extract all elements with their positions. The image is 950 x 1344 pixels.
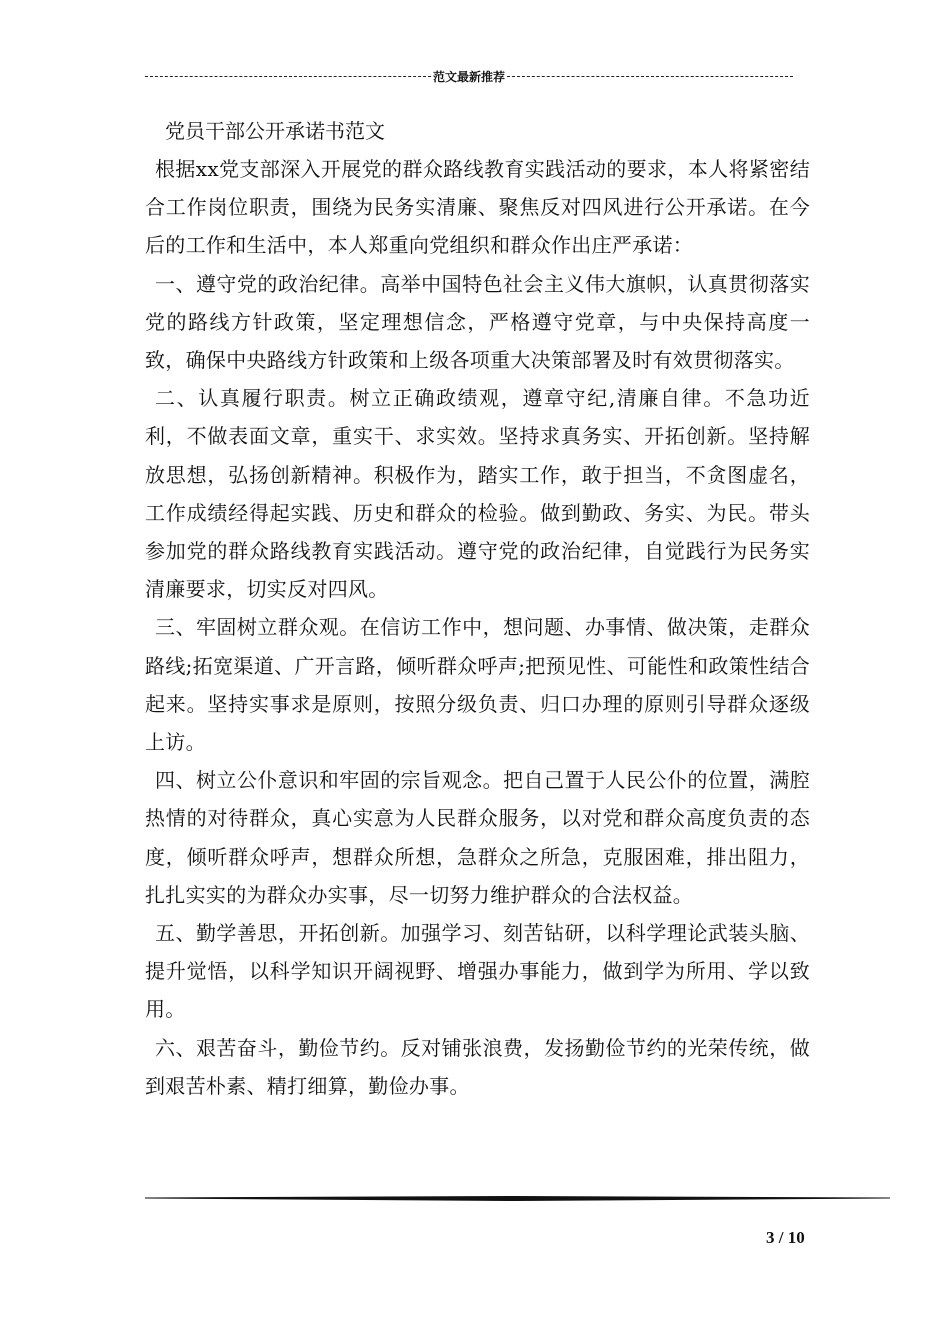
document-title: 党员干部公开承诺书范文	[165, 119, 385, 143]
paragraph-1: 一、遵守党的政治纪律。高举中国特色社会主义伟大旗帜，认真贯彻落实党的路线方针政策，坚定理想信念，严格遵守党章，与中央保持高度一致，确保中央路线方针政策和上级各项重大决策部署及时有效贯彻落实。	[145, 271, 810, 373]
header-label: 范文最新推荐	[433, 69, 506, 84]
paragraph-2: 二、认真履行职责。树立正确政绩观，遵章守纪,清廉自律。不急功近利，不做表面文章，重实干、求实效。坚持求真务实、开拓创新。坚持解放思想，弘扬创新精神。积极作为，踏实工作，敢于担当，不贪图虚名，工作成绩经得起实践、历史和群众的检验。做到勤政、务实、为民。带头参加党的群众路线教育实践活动。遵守党的政治纪律，自觉践行为民务实清廉要求，切实反对四风。	[145, 386, 810, 602]
footer-divider	[145, 1196, 890, 1201]
header-dash-left	[145, 76, 431, 77]
paragraph-5: 五、勤学善思，开拓创新。加强学习、刻苦钻研，以科学理论武装头脑、提升觉悟，以科学知识开阔视野、增强办事能力，做到学为所用、学以致用。	[145, 921, 810, 1022]
paragraph-6: 六、艰苦奋斗，勤俭节约。反对铺张浪费，发扬勤俭节约的光荣传统，做到艰苦朴素、精打细算，勤俭办事。	[145, 1035, 810, 1098]
paragraph-4: 四、树立公仆意识和牢固的宗旨观念。把自己置于人民公仆的位置，满腔热情的对待群众，真心实意为人民群众服务，以对党和群众高度负责的态度，倾听群众呼声，想群众所想，急群众之所急，克服困难，排出阻力，扎扎实实的为群众办实事，尽一切努力维护群众的合法权益。	[145, 768, 810, 907]
header-dash-right	[507, 76, 793, 77]
document-body	[145, 112, 810, 1105]
paragraph-intro: 根据xx党支部深入开展党的群众路线教育实践活动的要求，本人将紧密结合工作岗位职责，围绕为民务实清廉、聚焦反对四风进行公开承诺。在今后的工作和生活中，本人郑重向党组织和群众作出庄严承诺：	[145, 157, 810, 258]
page-number: 3 / 10	[766, 1228, 805, 1247]
paragraph-3: 三、牢固树立群众观。在信访工作中，想问题、办事情、做决策，走群众路线;拓宽渠道、广开言路，倾听群众呼声;把预见性、可能性和政策性结合起来。坚持实事求是原则，按照分级负责、归口办理的原则引导群众逐级上访。	[145, 615, 810, 755]
header-banner	[145, 66, 793, 86]
